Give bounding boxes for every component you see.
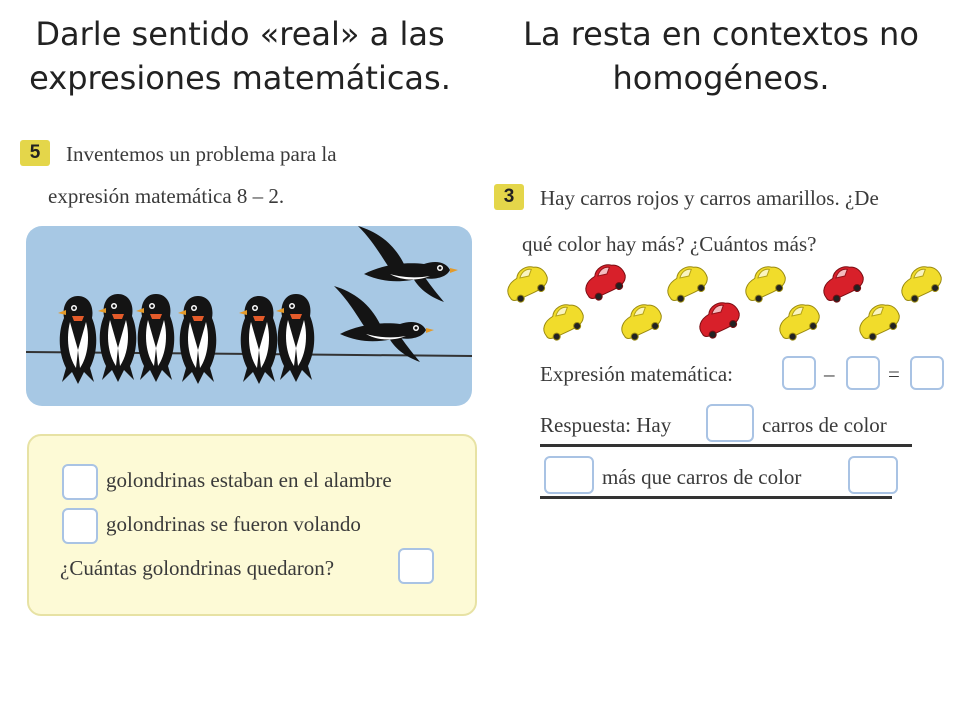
expression-box-result[interactable]: [910, 356, 944, 390]
statement-swallows-flew-away: golondrinas se fueron volando: [106, 512, 361, 536]
swallows-illustration: [26, 226, 472, 406]
answer-box-color-less[interactable]: [848, 456, 898, 494]
red-car-2: [817, 262, 868, 306]
swallows-on-wire-illustration: [26, 226, 472, 406]
answer-text-start: Respuesta: Hay: [540, 413, 672, 437]
expression-label: Expresión matemática:: [540, 362, 734, 386]
cars-svg: [500, 262, 950, 346]
problem-5-line-2: expresión matemática 8 – 2.: [48, 184, 285, 208]
expression-box-subtrahend[interactable]: [846, 356, 880, 390]
perched-swallow-3: [136, 294, 174, 382]
cars-illustration: [500, 262, 950, 346]
problem-3-line-2: qué color hay más? ¿Cuántos más?: [522, 232, 817, 256]
minus-sign: –: [824, 362, 835, 386]
answer-box-difference[interactable]: [706, 404, 754, 442]
red-car-1: [579, 262, 630, 304]
problem-5-line-1: Inventemos un problema para la: [66, 142, 337, 166]
problem-5-badge: 5: [20, 140, 50, 166]
statement-swallows-on-wire: golondrinas estaban en el alambre: [106, 468, 392, 492]
problem-3-line-1: Hay carros rojos y carros amarillos. ¿De: [540, 186, 879, 210]
red-car-3: [693, 297, 744, 342]
left-slide-title: Darle sentido «real» a las expresiones matemáticas.: [29, 15, 451, 97]
perched-swallow-6: [276, 294, 314, 382]
answer-box-swallows-flew-away[interactable]: [62, 508, 98, 544]
problem-3-badge: 3: [494, 184, 524, 210]
answer-box-swallows-remaining[interactable]: [398, 548, 434, 584]
expression-box-minuend[interactable]: [782, 356, 816, 390]
yellow-car-8: [853, 299, 904, 344]
flying-swallow-1: [334, 286, 434, 362]
flying-swallow-2: [358, 226, 458, 302]
yellow-car-2: [661, 262, 712, 306]
perched-swallow-4: [178, 296, 216, 384]
answer-line-1: [540, 444, 912, 447]
yellow-car-3: [739, 262, 790, 306]
yellow-car-1: [501, 262, 552, 306]
yellow-car-5: [537, 299, 588, 344]
perched-swallow-2: [98, 294, 136, 382]
equals-sign: =: [888, 362, 900, 386]
answer-box-swallows-on-wire[interactable]: [62, 464, 98, 500]
yellow-car-6: [615, 299, 666, 344]
right-slide-title: La resta en contextos no homogéneos.: [523, 15, 919, 97]
yellow-car-7: [773, 299, 824, 344]
perched-swallow-1: [58, 296, 96, 384]
yellow-car-4: [895, 262, 946, 306]
answer-text-end: más que carros de color: [602, 465, 802, 489]
answer-line-2: [540, 496, 892, 499]
perched-swallow-5: [239, 296, 277, 384]
answer-box-color-more[interactable]: [544, 456, 594, 494]
question-swallows-remaining: ¿Cuántas golondrinas quedaron?: [60, 556, 335, 580]
answer-text-mid: carros de color: [762, 413, 887, 437]
